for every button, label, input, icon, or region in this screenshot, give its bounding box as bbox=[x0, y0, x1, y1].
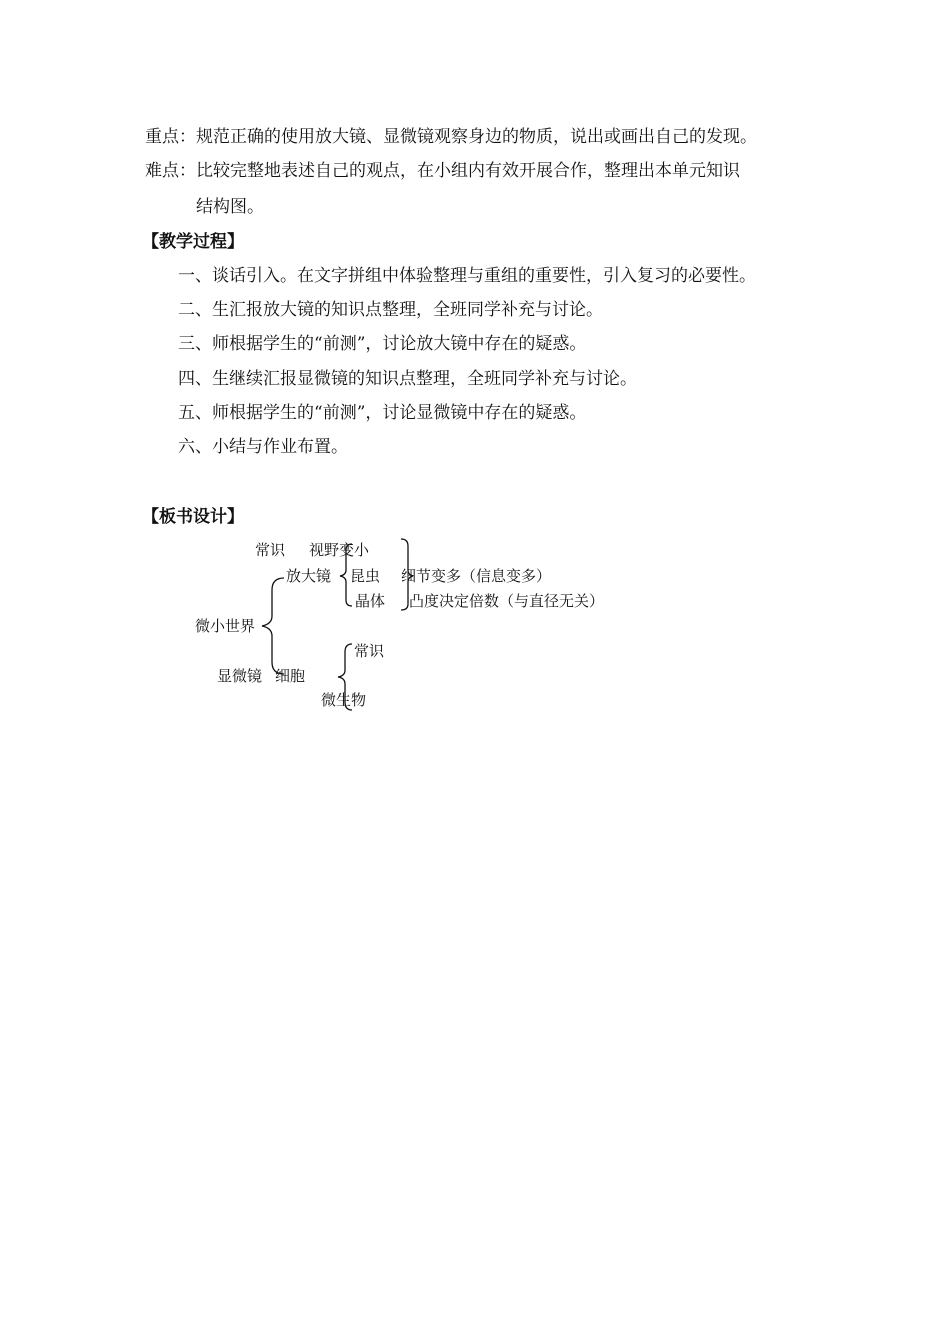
process-step: 六、小结与作业布置。 bbox=[178, 437, 348, 457]
process-step: 二、生汇报放大镜的知识点整理，全班同学补充与讨论。 bbox=[178, 300, 603, 320]
microscope-subject: 细胞 bbox=[275, 667, 306, 685]
process-step: 三、师根据学生的“前测”，讨论放大镜中存在的疑惑。 bbox=[178, 334, 587, 354]
microscope-label: 显微镜 bbox=[217, 667, 263, 685]
board-heading: 【板书设计】 bbox=[142, 507, 244, 527]
process-heading: 【教学过程】 bbox=[142, 232, 244, 252]
microscope-item: 微生物 bbox=[321, 691, 367, 709]
difficulty-text-1: 比较完整地表述自己的观点，在小组内有效开展合作，整理出本单元知识 bbox=[196, 161, 740, 181]
process-step: 四、生继续汇报显微镜的知识点整理，全班同学补充与讨论。 bbox=[178, 369, 637, 389]
magnifier-label: 放大镜 bbox=[286, 567, 332, 585]
magnifier-note: 视野变小 bbox=[309, 541, 370, 559]
magnifier-note: 细节变多（信息变多） bbox=[401, 567, 552, 585]
board-root: 微小世界 bbox=[195, 617, 256, 635]
process-step: 五、师根据学生的“前测”，讨论显微镜中存在的疑惑。 bbox=[178, 403, 587, 423]
difficulty-line-2: 结构图。 bbox=[196, 197, 264, 217]
microscope-item: 常识 bbox=[354, 642, 385, 660]
focus-text: 规范正确的使用放大镜、显微镜观察身边的物质，说出或画出自己的发现。 bbox=[196, 127, 757, 147]
magnifier-note: 凸度决定倍数（与直径无关） bbox=[409, 592, 605, 610]
magnifier-item: 昆虫 bbox=[350, 567, 381, 585]
process-step: 一、谈话引入。在文字拼组中体验整理与重组的重要性，引入复习的必要性。 bbox=[178, 266, 756, 286]
difficulty-label: 难点： bbox=[145, 161, 196, 181]
focus-label: 重点： bbox=[145, 127, 196, 147]
magnifier-item: 晶体 bbox=[355, 592, 386, 610]
root-brace bbox=[262, 578, 284, 674]
magnifier-item: 常识 bbox=[255, 541, 286, 559]
